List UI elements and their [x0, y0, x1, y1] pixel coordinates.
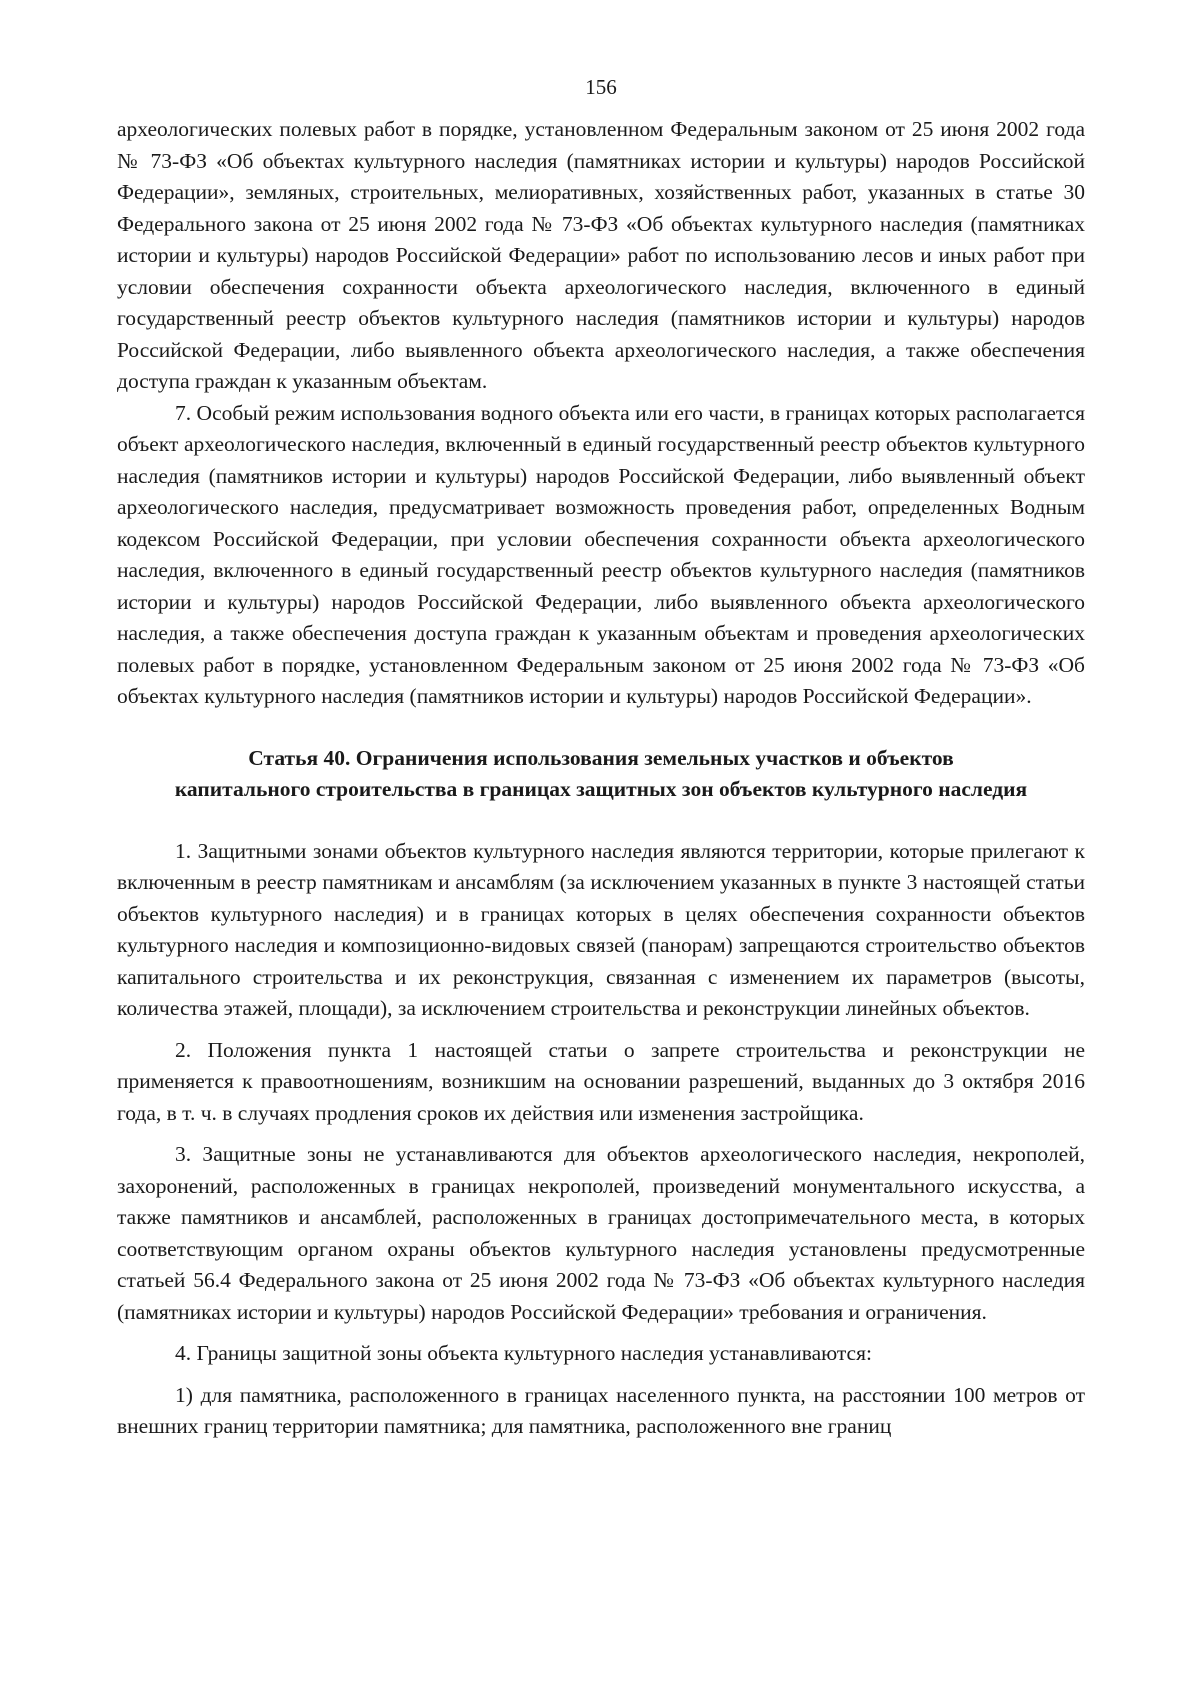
document-page [117, 72, 1085, 1443]
paragraph-continuation: археологических полевых работ в порядке, установленном Федеральным законом от 25 июня 2002 года № 73-ФЗ «Об объектах культурного наследия (памятниках истории и культуры) народов Российской Федерации», земляных, строительных, мелиоративных, хозяйственных работ, указанных в статье 30 Федерального закона от 25 июня 2002 года № 73-ФЗ «Об объектах культурного наследия (памятниках истории и культуры) народов Российской Федерации» работ по использованию лесов и иных работ при условии обеспечения сохранности объекта археологического наследия, включенного в единый государственный реестр объектов культурного наследия (памятников истории и культуры) народов Российской Федерации, либо выявленного объекта археологического наследия, а также обеспечения доступа граждан к указанным объектам. [117, 117, 1085, 393]
paragraph-item-2: 2. Положения пункта 1 настоящей статьи о запрете строительства и реконструкции не применяется к правоотношениям, возникшим на основании разрешений, выданных до 3 октября 2016 года, в т. ч. в случаях продления сроков их действия или изменения застройщика. [117, 1037, 1085, 1125]
page-number: 156 [585, 75, 617, 99]
article-heading [117, 743, 1085, 806]
article-heading-line-2: капитального строительства в границах защитных зон объектов культурного наследия [174, 777, 1028, 801]
article-heading-line-1: Статья 40. Ограничения использования земельных участков и объектов [248, 745, 954, 770]
paragraph-item-1: 1. Защитными зонами объектов культурного наследия являются территории, которые прилегают к включенным в реестр памятникам и ансамблям (за исключением указанных в пункте 3 настоящей статьи объектов культурного наследия) и в границах которых в целях обеспечения сохранности объектов культурного наследия и композиционно-видовых связей (панорам) запрещаются строительство объектов капитального строительства и их реконструкция, связанная с изменением их параметров (высоты, количества этажей, площади), за исключением строительства и реконструкции линейных объектов. [117, 838, 1085, 1020]
paragraph-item-4: 4. Границы защитной зоны объекта культурного наследия устанавливаются: [175, 1341, 872, 1365]
paragraph-item-3: 3. Защитные зоны не устанавливаются для объектов археологического наследия, некрополей, захоронений, расположенных в границах некрополей, произведений монументального искусства, а также памятников и ансамблей, расположенных в границах достопримечательного места, в которых соответствующим органом охраны объектов культурного наследия установлены предусмотренные статьей 56.4 Федерального закона от 25 июня 2002 года № 73-ФЗ «Об объектах культурного наследия (памятниках истории и культуры) народов Российской Федерации» требования и ограничения. [117, 1142, 1085, 1324]
paragraph-item-7: 7. Особый режим использования водного объекта или его части, в границах которых располагается объект археологического наследия, включенный в единый государственный реестр объектов культурного наследия (памятников истории и культуры) народов Российской Федерации, либо выявленный объект археологического наследия, предусматривает возможность проведения работ, определенных Водным кодексом Российской Федерации, при условии обеспечения сохранности объекта археологического наследия, включенного в единый государственный реестр объектов культурного наследия (памятников истории и культуры) народов Российской Федерации, либо выявленного объекта археологического наследия, а также обеспечения доступа граждан к указанным объектам и проведения археологических полевых работ в порядке, установленном Федеральным законом от 25 июня 2002 года № 73-ФЗ «Об объектах культурного наследия (памятников истории и культуры) народов Российской Федерации». [117, 400, 1085, 708]
paragraph-subitem-1: 1) для памятника, расположенного в границах населенного пункта, на расстоянии 100 метров от внешних границ территории памятника; для памятника, расположенного вне границ [117, 1382, 1085, 1438]
